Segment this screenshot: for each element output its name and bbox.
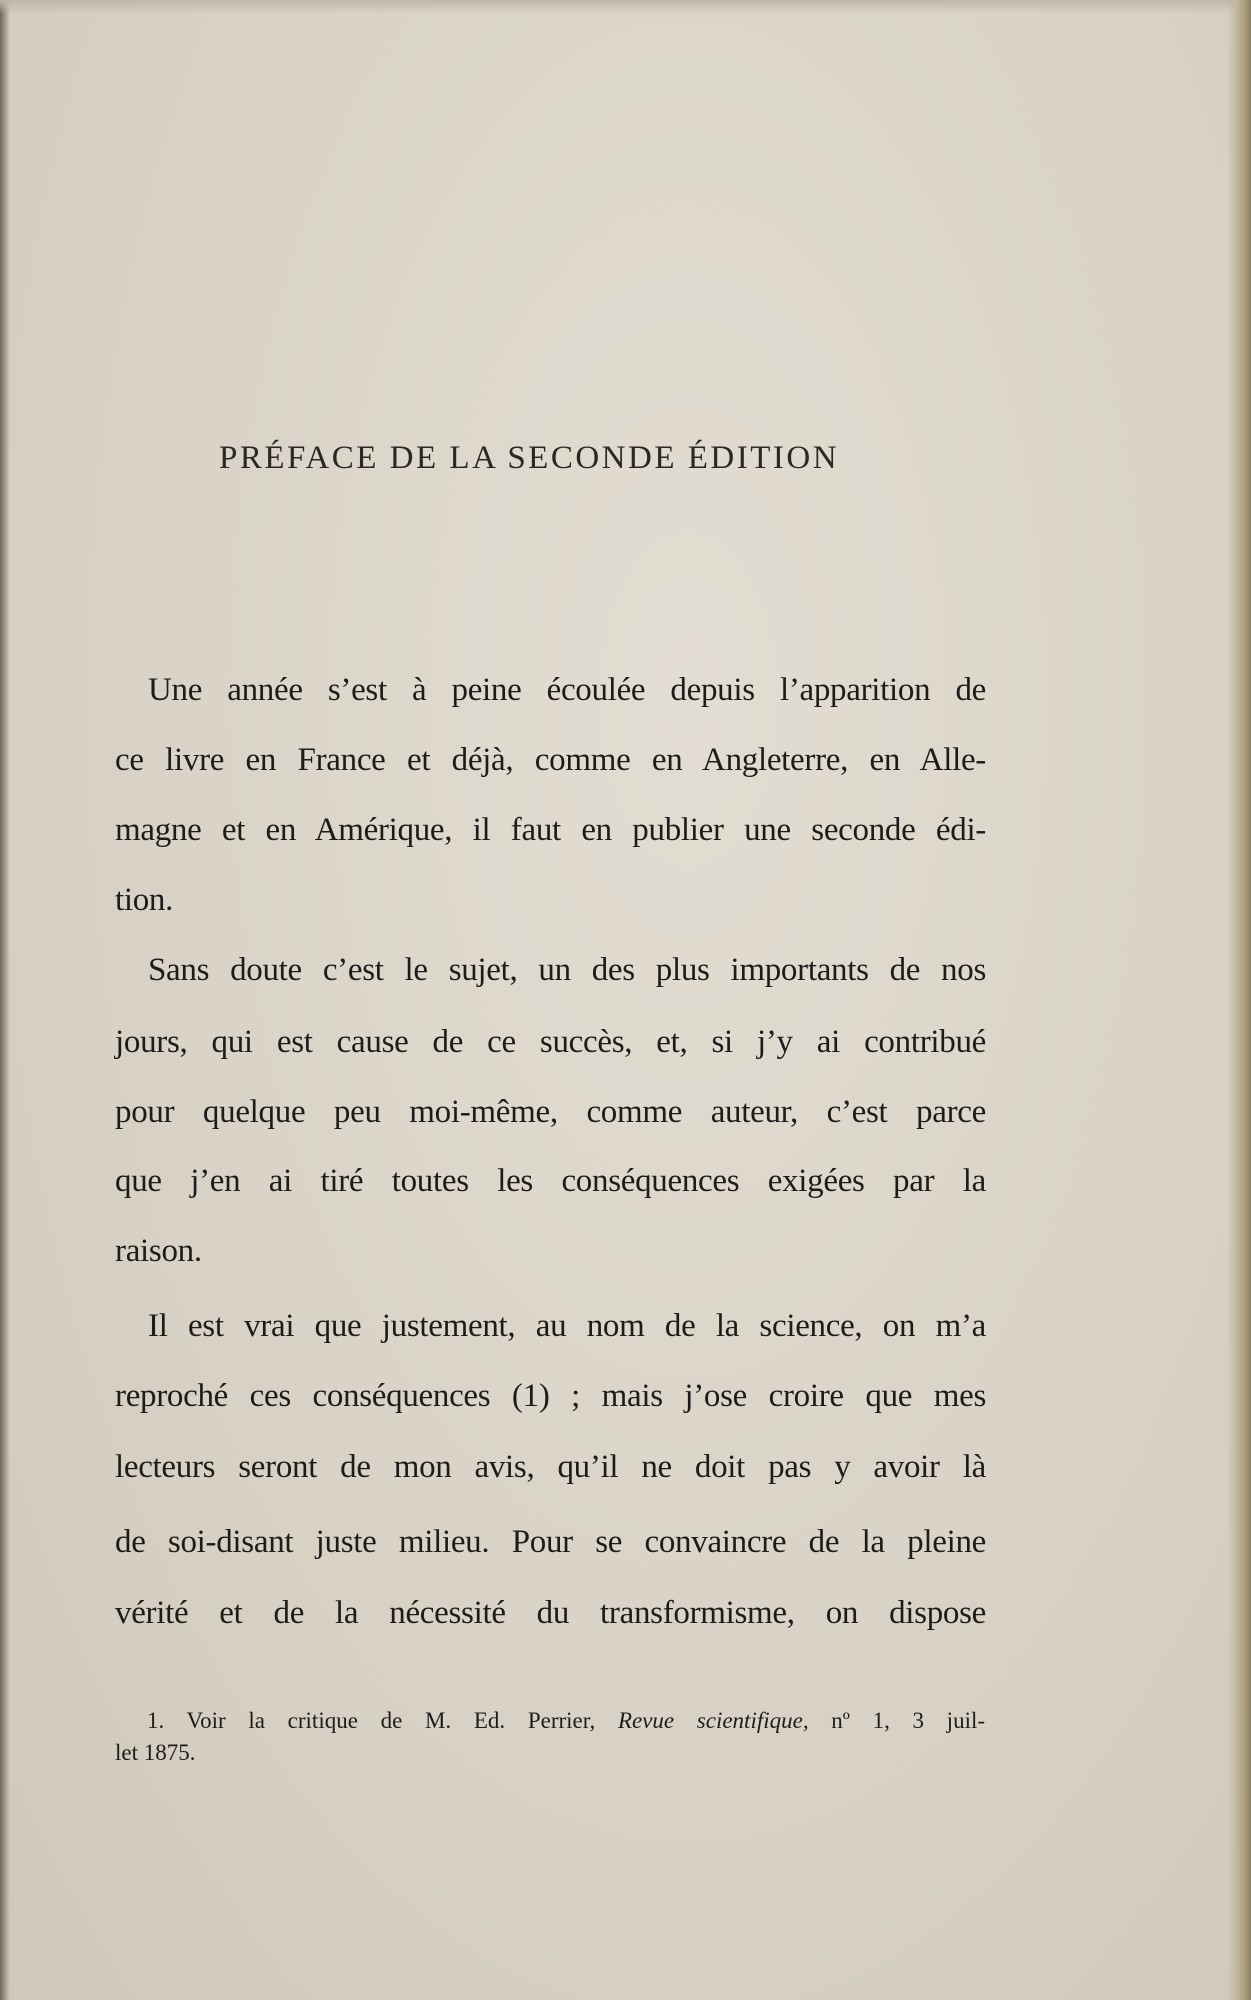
text-line: raison.	[115, 1233, 202, 1269]
text-line: jours, qui est cause de ce succès, et, si j’y ai contribué	[115, 1024, 986, 1060]
text-line: pour quelque peu moi-même, comme auteur, c’est parce	[115, 1094, 986, 1130]
text-line: magne et en Amérique, il faut en publier une seconde édi-	[115, 812, 986, 848]
page-top-edge	[0, 0, 1251, 14]
footnote-line: let 1875.	[115, 1740, 196, 1765]
page-fore-edge	[1227, 0, 1251, 2000]
text-line: lecteurs seront de mon avis, qu’il ne doit pas y avoir là	[115, 1449, 986, 1485]
footnote-journal-title: Revue scientifique,	[617, 1708, 809, 1733]
page-title: PRÉFACE DE LA SECONDE ÉDITION	[219, 440, 840, 476]
text-line: vérité et de la nécessité du transformisme, on dispose	[115, 1595, 986, 1631]
text-line: de soi-disant juste milieu. Pour se convaincre de la pleine	[115, 1524, 986, 1560]
footnote-line	[147, 1708, 985, 1734]
text-line: que j’en ai tiré toutes les conséquences exigées par la	[115, 1163, 986, 1199]
footnote-text: nº 1, 3 juil-	[831, 1708, 986, 1733]
text-line: tion.	[115, 882, 174, 918]
text-line: Sans doute c’est le sujet, un des plus importants de nos	[148, 952, 986, 988]
text-line: reproché ces conséquences (1) ; mais j’ose croire que mes	[115, 1378, 986, 1414]
text-line: Une année s’est à peine écoulée depuis l’apparition de	[148, 672, 986, 708]
text-line: Il est vrai que justement, au nom de la science, on m’a	[148, 1308, 986, 1344]
text-line: ce livre en France et déjà, comme en Angleterre, en Alle-	[115, 742, 986, 778]
binding-edge	[0, 0, 10, 2000]
footnote-text: 1. Voir la critique de M. Ed. Perrier,	[147, 1708, 596, 1733]
